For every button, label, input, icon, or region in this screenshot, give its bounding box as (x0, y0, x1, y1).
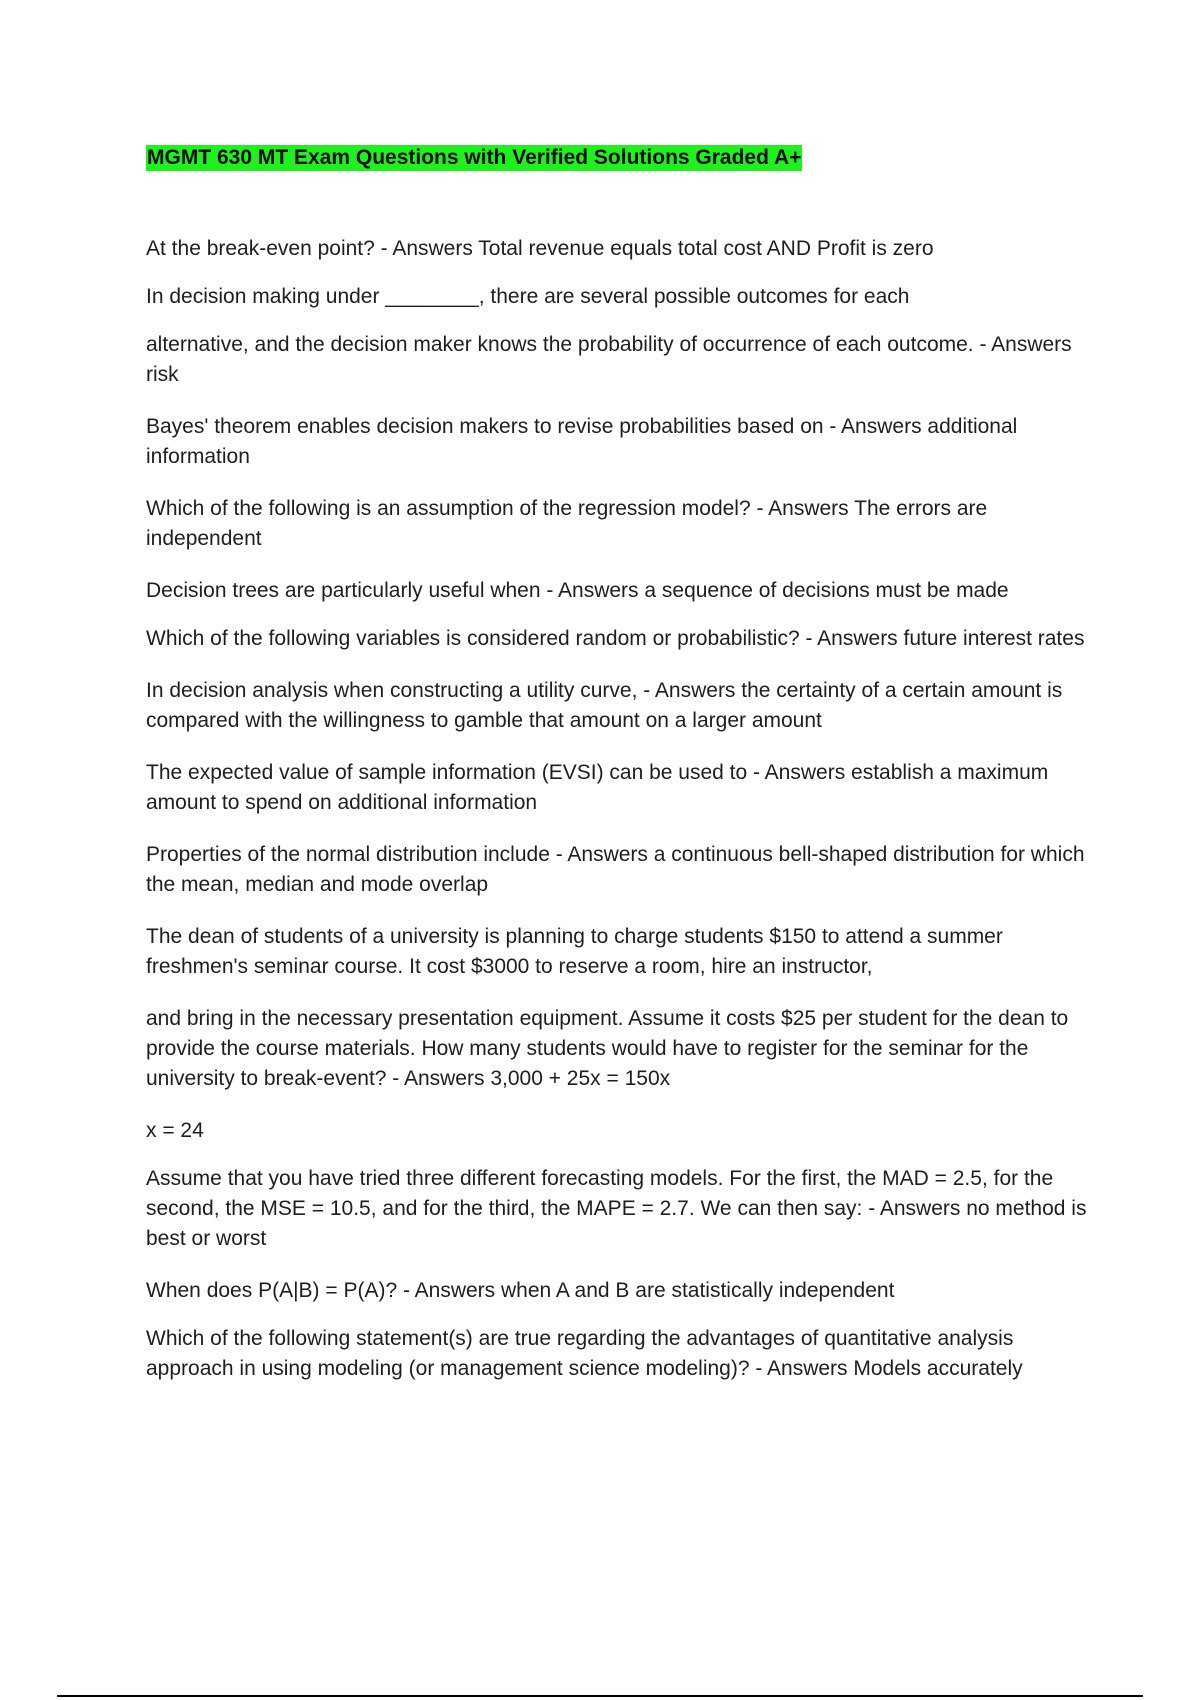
qa-paragraph-4: Bayes' theorem enables decision makers to revise probabilities based on - Answers additional information (146, 415, 1018, 468)
qa-paragraph-6: Decision trees are particularly useful when - Answers a sequence of decisions must be made (146, 579, 1009, 602)
qa-paragraph-8: In decision analysis when constructing a utility curve, - Answers the certainty of a certain amount is compared with the willingness to gamble that amount on a larger amount (146, 679, 1063, 732)
document-title: MGMT 630 MT Exam Questions with Verified Solutions Graded A+ (147, 146, 802, 169)
qa-paragraph-16: Which of the following statement(s) are true regarding the advantages of quantitative analysis approach in using modeling (or management science modeling)? - Answers Models accurately (146, 1327, 1023, 1380)
qa-paragraph-12: and bring in the necessary presentation equipment. Assume it costs $25 per student for the dean to provide the course materials. How many students would have to register for the seminar for the university to break-event? - Answers 3,000 + 25x = 150x (146, 1007, 1069, 1090)
qa-list (146, 234, 1096, 1384)
document-body (146, 145, 1096, 1406)
qa-paragraph-5: Which of the following is an assumption of the regression model? - Answers The errors are independent (146, 497, 988, 550)
qa-paragraph-14: Assume that you have tried three different forecasting models. For the first, the MAD = 2.5, for the second, the MSE = 10.5, and for the third, the MAPE = 2.7. We can then say: - Answers no method is best or worst (146, 1167, 1087, 1250)
qa-paragraph-13: x = 24 (146, 1119, 204, 1142)
qa-paragraph-7: Which of the following variables is considered random or probabilistic? - Answers future interest rates (146, 627, 1085, 650)
qa-paragraph-1: At the break-even point? - Answers Total revenue equals total cost AND Profit is zero (146, 237, 934, 260)
qa-paragraph-11: The dean of students of a university is planning to charge students $150 to attend a summer freshmen's seminar course. It cost $3000 to reserve a room, hire an instructor, (146, 925, 1003, 978)
page-bottom-rule (57, 1695, 1143, 1697)
qa-paragraph-2: In decision making under ________, there are several possible outcomes for each (146, 285, 910, 308)
qa-paragraph-3: alternative, and the decision maker knows the probability of occurrence of each outcome. - Answers risk (146, 333, 1072, 386)
qa-paragraph-15: When does P(A|B) = P(A)? - Answers when A and B are statistically independent (146, 1279, 895, 1302)
qa-paragraph-9: The expected value of sample information (EVSI) can be used to - Answers establish a maximum amount to spend on additional information (146, 761, 1049, 814)
qa-paragraph-10: Properties of the normal distribution include - Answers a continuous bell-shaped distribution for which the mean, median and mode overlap (146, 843, 1085, 896)
